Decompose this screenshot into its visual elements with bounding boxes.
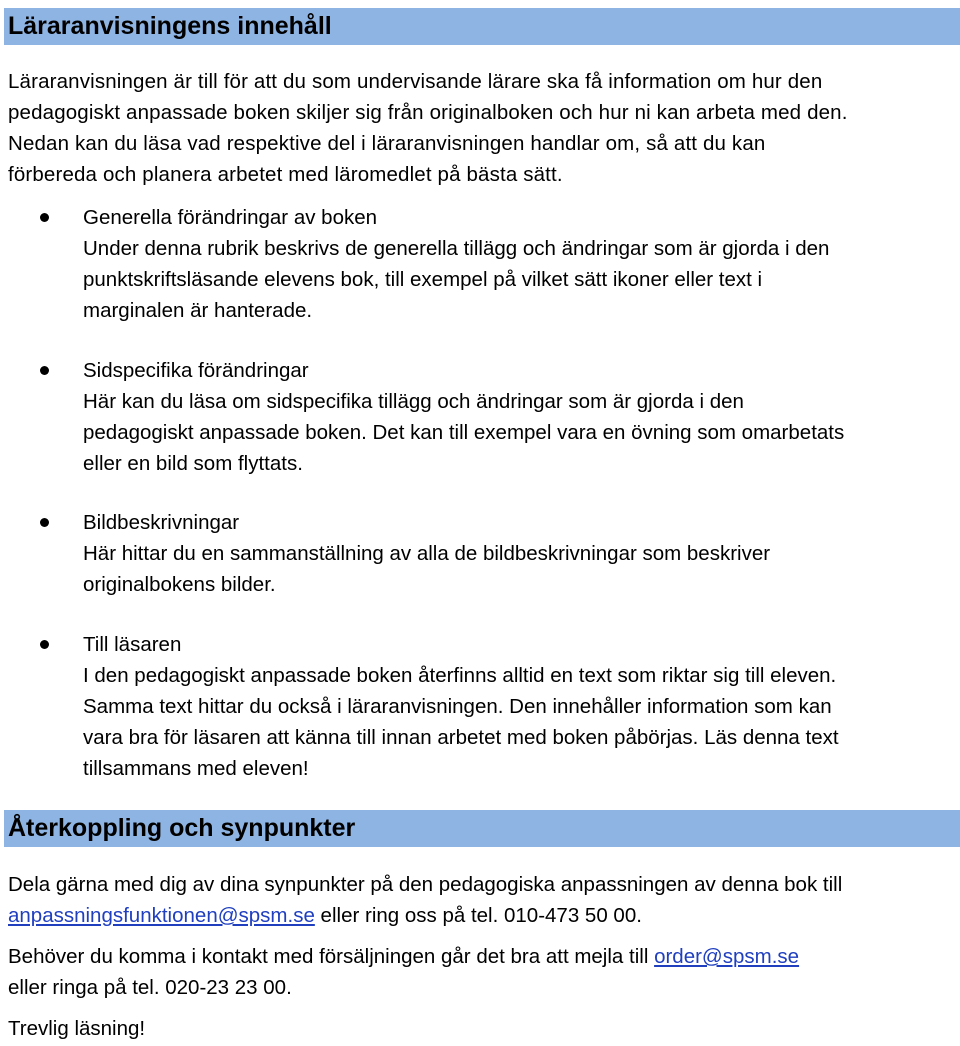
- feedback-email-link[interactable]: anpassningsfunktionen@spsm.se: [8, 904, 315, 927]
- bullet-icon: [40, 366, 49, 375]
- sales-paragraph: [8, 941, 954, 1003]
- sales-phone-line: eller ringa på tel. 020-23 23 00.: [8, 976, 292, 999]
- sales-line: [8, 941, 954, 972]
- intro-line: pedagogiskt anpassade boken skiljer sig från originalboken och hur ni kan arbeta med den.: [8, 101, 848, 124]
- intro-paragraph: [8, 66, 954, 190]
- sales-text: Behöver du komma i kontakt med försäljningen går det bra att mejla till: [8, 945, 655, 968]
- intro-line: Nedan kan du läsa vad respektive del i läraranvisningen handlar om, så att du kan: [8, 132, 766, 155]
- list-item-title: Sidspecifika förändringar: [83, 359, 309, 382]
- list-item-line: originalbokens bilder.: [83, 573, 276, 596]
- list-item-line: I den pedagogiskt anpassade boken återfinns alltid en text som riktar sig till eleven.: [83, 664, 837, 687]
- closing-text: Trevlig läsning!: [8, 1017, 146, 1040]
- sales-email-link[interactable]: order@spsm.se: [654, 945, 800, 968]
- bullet-icon: [40, 518, 49, 527]
- section-heading-teacher-guide: Läraranvisningens innehåll: [4, 8, 960, 45]
- intro-line: förbereda och planera arbetet med läromedlet på bästa sätt.: [8, 163, 563, 186]
- feedback-phone-text: eller ring oss på tel. 010-473 50 00.: [314, 904, 642, 927]
- bullet-icon: [40, 640, 49, 649]
- list-item-line: pedagogiskt anpassade boken. Det kan till exempel vara en övning som omarbetats: [83, 421, 845, 444]
- list-item-line: Här hittar du en sammanställning av alla de bildbeskrivningar som beskriver: [83, 542, 771, 565]
- intro-line: Läraranvisningen är till för att du som undervisande lärare ska få information om hur den: [8, 70, 823, 93]
- list-item-text: [83, 507, 954, 600]
- bullet-icon: [40, 213, 49, 222]
- list-item-line: Här kan du läsa om sidspecifika tillägg och ändringar som är gjorda i den: [83, 390, 744, 413]
- list-item-line: vara bra för läsaren att känna till innan arbetet med boken påbörjas. Läs denna text: [83, 726, 839, 749]
- section-heading-feedback: Återkoppling och synpunkter: [4, 810, 960, 847]
- list-item-text: [83, 355, 954, 479]
- feedback-line: Dela gärna med dig av dina synpunkter på den pedagogiska anpassningen av denna bok till: [8, 873, 843, 896]
- list-item-text: [83, 202, 954, 326]
- list-item-line: marginalen är hanterade.: [83, 299, 313, 322]
- feedback-line-2: [8, 900, 954, 931]
- list-item-title: Till läsaren: [83, 633, 182, 656]
- list-item-line: eller en bild som flyttats.: [83, 452, 303, 475]
- list-item-line: Samma text hittar du också i läraranvisningen. Den innehåller information som kan: [83, 695, 832, 718]
- list-item-line: Under denna rubrik beskrivs de generella tillägg och ändringar som är gjorda i den: [83, 237, 830, 260]
- feedback-paragraph: [8, 869, 954, 931]
- list-item-title: Generella förändringar av boken: [83, 206, 378, 229]
- list-item-text: [83, 629, 954, 784]
- list-item-line: tillsammans med eleven!: [83, 757, 309, 780]
- list-item-title: Bildbeskrivningar: [83, 511, 240, 534]
- list-item-line: punktskriftsläsande elevens bok, till exempel på vilket sätt ikoner eller text i: [83, 268, 763, 291]
